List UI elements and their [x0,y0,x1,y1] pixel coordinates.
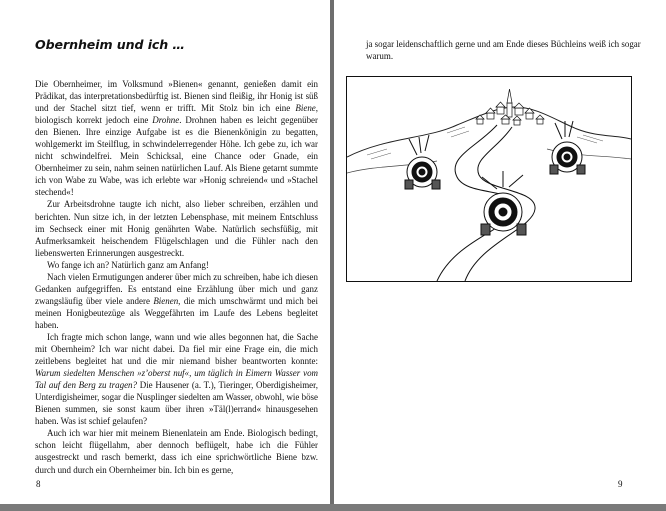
paragraph-text: Die Obernheimer, im Volksmund »Bienen« genannt, genießen damit ein Prädikat, das interpretationsbedürftig ist. Bienen sind fleißig, ihr Honig ist süß und der Stachel sitzt tief, wenn er trifft. Mit Stolz bin ich eine [35,79,318,114]
paragraph-text: Nach vielen Ermutigungen anderer über mich zu schreiben, habe ich diesen Gedanken aufgegriffen. Es entstand eine Erzählung über mich und ganz zwangsläufig über viele andere [35,271,318,306]
right-page [334,0,666,504]
paragraph-text: Auch ich war hier mit meinem Bienenlatein am Ende. Biologisch bedingt, schon leicht flügellahm, aber dennoch beflügelt, habe ich die Fühler ausgestreckt und rasch bemerkt, dass ich eine sprichwörtliche Biene bzw. durch und durch ein Obernheimer bin. Ich bin es gerne, [35,428,318,475]
body-text [35,78,318,476]
body-paragraph [35,271,318,331]
page-number-right: 9 [618,479,623,489]
left-page [0,0,330,504]
body-paragraph [35,78,318,198]
bee-illustration [346,76,632,282]
paragraph-text: Zur Arbeitsdrohne taugte ich nicht, also lieber schreiben, erzählen und berichten. Nun sitze ich, in der letzten Lebensphase, mit meinem Entschluss im Sechseck einer mit Honig genährten Wabe. Natürlich sechsfüßig, mit Aufmerksamkeit heischendem Flügelschlagen und die Fühler nach den liebenswerten Erinnerungen ausgestreckt. [35,199,318,258]
paragraph-text: , biologisch korrekt jedoch eine [35,103,318,126]
paragraph-text: , die mich umschwärmt und mich bei meinen Honigbeutezüge als Weggefährten im Laufe des Lebens begleitet haben. [35,295,318,330]
paragraph-text: Wo fange ich an? Natürlich ganz am Anfang! [47,259,209,270]
bee-figure [405,135,440,189]
paragraph-text: Die Hausener (a. T.), Tieringer, Oberdigisheimer, Unterdigisheimer, sogar die Nusplinger siedelten am Wasser, obwohl, wie böse Bienen summen, sie sonst kaum über ihren »Täl(l)errand« hinausgesehen haben. Was ist schief gelaufen? [35,380,318,427]
page-shadow [0,504,666,511]
body-paragraph [35,198,318,258]
continuation-paragraph: ja sogar leidenschaftlich gerne und am Ende dieses Büchleins weiß ich sogar warum. [366,39,641,62]
village-drawing [476,89,544,125]
body-paragraph [35,259,318,271]
paragraph-text: . Drohnen haben es leicht gegenüber den Bienen. Ihre einzige Aufgabe ist es die Bienenkönigin zu begatten, wohlgemerkt im Steilflug, in schwindelerregender Höhe. Ich gebe zu, ich war nicht schwindelfrei. Mein Schicksal, eine Chance oder Gnade, ein Obernheimer zu sein, nahm seinen natürlichen Lauf. Als Biene getarnt summte ich von Wabe zu Wabe, was ich erlebte war »Honig schreiend« und »Stachel stechend«! [35,115,318,198]
body-paragraph [35,427,318,475]
italic-text: Bienen [153,295,179,306]
paragraph-text: Ich fragte mich schon lange, wann und wie alles begonnen hat, die Sache mit Obernheim? Ich war nicht dabei. Da fiel mir eine Frage ein, die mich zeitlebens begleitet hat und die mir niemand bisher beantworten konnte: [35,331,318,367]
continuation-text [366,38,641,62]
italic-text: Warum siedelten Menschen »z’oberst nuf«, um täglich in Eimern Wasser vom Tal auf den Berg zu tragen? [35,368,318,391]
body-paragraph [35,331,318,427]
page-number-left: 8 [36,479,41,489]
bee-figure [481,171,526,235]
italic-text: Biene [295,103,316,114]
illustration-drawing [347,77,631,281]
italic-text: Drohne [152,115,180,126]
bee-figure [550,121,585,174]
chapter-heading: Obernheim und ich … [35,37,185,52]
